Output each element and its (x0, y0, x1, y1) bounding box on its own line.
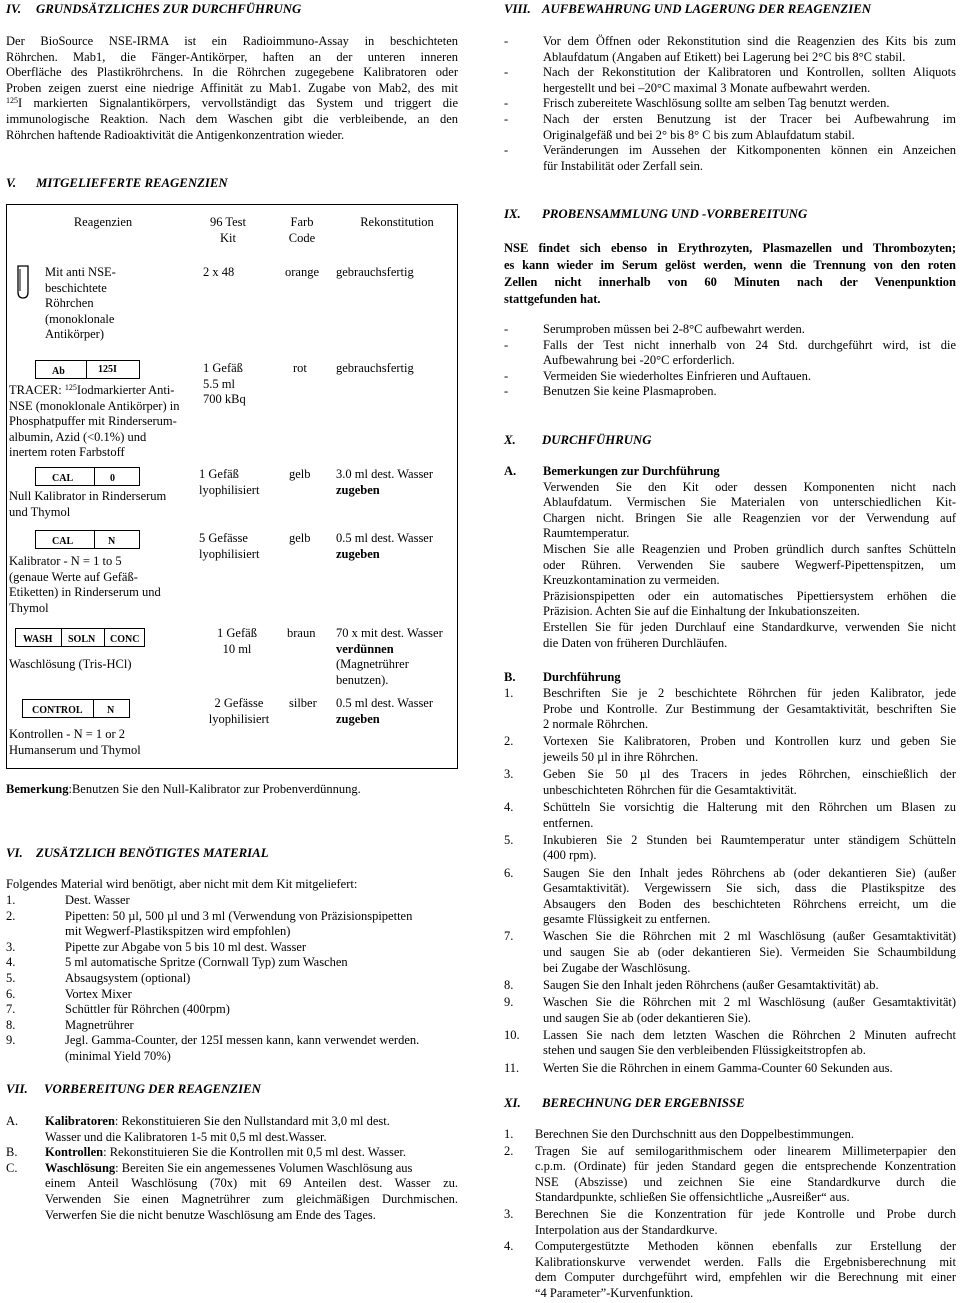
row-color: silber (289, 696, 317, 710)
subsection-a-heading (504, 464, 956, 480)
material-item (6, 1002, 458, 1018)
remark (6, 782, 458, 798)
list-marker: 5. (504, 832, 514, 847)
section-vi-heading (6, 846, 269, 862)
procedure-step (504, 929, 956, 976)
item-line: hergestellt und bei –20°C maximal 3 Monate aufbewahrt werden. (543, 80, 871, 95)
recon-line: zugeben (336, 546, 380, 561)
list-marker: 9. (504, 995, 514, 1010)
preparation-item (6, 1145, 458, 1161)
material-item (6, 940, 458, 956)
storage-item (504, 112, 956, 143)
calculation-item (504, 1127, 956, 1143)
reagents-table (6, 204, 458, 769)
section-title: MITGELIEFERTE REAGENZIEN (36, 176, 228, 190)
test-tube-icon (15, 265, 31, 304)
item-line: Lassen Sie nach dem letzten Waschen die Röhrchen 2 Minuten aufrecht (543, 1027, 956, 1042)
list-marker: - (504, 384, 509, 399)
row-description: Null Kalibrator in Rinderserum und Thymol (9, 489, 167, 519)
paragraph-line: oder Rühren. Verwenden Sie saubere Wegwerf-Pipettenspitzen, um (543, 557, 956, 572)
section-vi-intro: Folgendes Material wird benötigt, aber nicht mit dem Kit mitgeliefert: (6, 877, 358, 891)
row-reconstitution (336, 626, 443, 688)
row-color: gelb (289, 467, 311, 481)
label-box-control-n (22, 699, 130, 718)
item-line: Verwenden Sie einen Magnetrührer zum gleichmäßigen Durchmischen. (45, 1191, 458, 1206)
item-line: Berechnen Sie den Durchschnitt aus den Doppelbestimmungen. (535, 1127, 855, 1141)
list-marker: 5. (6, 970, 16, 985)
row-reconstitution (336, 467, 433, 498)
item-line: Gesamtaktivität). Vergewissern Sie sich, dass die Plastikspitze des (543, 881, 956, 896)
section-title: AUFBEWAHRUNG UND LAGERUNG DER REAGENZIEN (542, 2, 871, 16)
box-divider (94, 468, 95, 485)
section-number: VIII. (504, 2, 531, 16)
paragraph-line: immunologische Reaktion. Nach dem Waschen gibt die verbleibende, an den (6, 111, 458, 126)
preparation-item (6, 1161, 458, 1223)
section-number: XI. (504, 1096, 521, 1110)
item-line: Frisch zubereitete Waschlösung sollte am selben Tag benutzt werden. (543, 96, 890, 111)
item-line: Absaugers den Boden des beschichteten Röhrchens erreicht, um die (543, 896, 956, 911)
item-line: Schütteln Sie vorsichtig die Halterung mit den Röhrchen um Blasen zu (543, 799, 956, 814)
item-line: 5 ml automatische Spritze (Cornwall Typ) zum Waschen (65, 955, 348, 970)
paragraph-line: Röhrchen haftende Radioaktivität die Antigenkonzentration wieder. (6, 127, 345, 142)
item-line: Pipetten: 50 µl, 500 µl und 3 ml (Verwendung von Präzisionspipetten (65, 908, 413, 923)
section-vii-heading (6, 1082, 261, 1098)
list-marker: - (504, 322, 509, 336)
box-text: CAL (52, 536, 74, 547)
box-text: Ab (52, 366, 65, 377)
box-text: CONC (110, 634, 140, 645)
list-marker: - (504, 96, 509, 111)
item-line: Absaugsystem (optional) (65, 970, 191, 985)
item-line: entfernen. (543, 815, 594, 830)
list-marker: A. (6, 1114, 19, 1128)
item-line: Aufbewahrung bei -20°C erforderlich. (543, 353, 735, 368)
item-line: mit Wegwerf-Plastikspitzen wird empfohlen) (65, 924, 291, 939)
header-color-code: Farb Code (288, 215, 316, 245)
label-box-wash-soln-conc (15, 628, 145, 647)
material-item (6, 893, 458, 909)
list-marker: C. (6, 1160, 18, 1175)
calculation-item (504, 1144, 956, 1206)
paragraph-line: Mischen Sie alle Reagenzien und Proben gründlich durch sanftes Schütteln (543, 541, 956, 556)
item-line: und saugen Sie ab (oder dekantieren Sie). (543, 1010, 751, 1025)
item-line: Waschen Sie die Röhrchen mit 2 ml Waschlösung (außer Gesamtaktivität) (543, 995, 956, 1010)
item-line: unbeschichteten Röhrchen für die Gesamtaktivität. (543, 782, 797, 797)
paragraph-line: die Daten von früheren Durchläufen. (543, 635, 728, 650)
section-number: IV. (6, 2, 22, 16)
row-kit: 5 Gefässe lyophilisiert (199, 531, 260, 561)
sample-item (504, 384, 956, 400)
list-marker: - (504, 65, 509, 80)
procedure-step (504, 767, 956, 798)
row-kit: 1 Gefäß 10 ml (217, 626, 257, 656)
box-divider (93, 700, 94, 717)
section-ix-heading (504, 207, 808, 223)
item-line: Saugen Sie den Inhalt jedes Röhrchens ab (oder dekantieren Sie) (außer (543, 865, 956, 880)
preparation-list (6, 1114, 458, 1223)
material-item (6, 987, 458, 1003)
section-number: VII. (6, 1082, 28, 1096)
box-text: SOLN (68, 634, 96, 645)
procedure-step (504, 1061, 956, 1077)
row-kit: 1 Gefäß 5.5 ml 700 kBq (203, 361, 246, 407)
material-list (6, 893, 458, 1065)
row-kit: 1 Gefäß lyophilisiert (199, 467, 260, 497)
list-marker: 6. (504, 865, 514, 880)
paragraph-line: Chargen nicht. Bringen Sie alle Reagenzien vor der Verwendung auf (543, 510, 956, 525)
list-marker: 7. (504, 929, 514, 944)
list-marker: 1. (504, 686, 514, 700)
item-line: stehen und saugen Sie den verbleibenden Flüssigkeitstropfen ab. (543, 1043, 866, 1058)
paragraph-line: Präzisionspipetten oder ein automatisches Pipettiersystem erhöhen die (543, 588, 956, 603)
list-marker: 1. (504, 1127, 514, 1141)
list-marker: 6. (6, 986, 16, 1001)
list-marker: 2. (504, 1143, 514, 1158)
section-x-heading (504, 433, 652, 449)
section-number: VI. (6, 846, 23, 860)
item-bold-label: Kalibratoren (45, 1114, 115, 1128)
calculation-item (504, 1207, 956, 1238)
calculation-item (504, 1239, 956, 1301)
item-line: Nach der ersten Benutzung ist der Tracer bei Aufbewahrung im (543, 111, 956, 126)
row-description: Kontrollen - N = 1 or 2 Humanserum und Thymol (9, 727, 141, 757)
paragraph-line: Oberfläche des Plastikröhrchens. In die Röhrchen zugegebene Kalibratoren oder (6, 65, 458, 80)
storage-item (504, 65, 956, 96)
section-iv-paragraph (6, 34, 458, 143)
box-divider (94, 531, 95, 548)
row-reconstitution (336, 531, 433, 562)
procedure-step (504, 734, 956, 765)
paragraph-line: Raumtemperatur. (543, 526, 630, 541)
item-line: Vor dem Öffnen oder Rekonstitution sind die Reagenzien des Kits bis zum (543, 34, 956, 48)
row-description: Waschlösung (Tris-HCl) (9, 657, 132, 671)
label-box-ab-125i (35, 360, 140, 379)
material-item (6, 909, 458, 940)
storage-item (504, 143, 956, 174)
item-line: Computergestützte Methoden können ebenfalls zur Erstellung der (535, 1239, 956, 1254)
sample-item (504, 338, 956, 369)
procedure-step (504, 978, 956, 994)
recon-line: 0.5 ml dest. Wasser (336, 696, 434, 710)
row-description: Kalibrator - N = 1 to 5 (genaue Werte auf Gefäß- Etiketten) in Rinderserum und Thymol (9, 554, 161, 615)
section-ix-bold-paragraph (504, 240, 956, 308)
item-line: Originalgefäß und bei 2° bis 8° C bis zum Ablaufdatum stabil. (543, 127, 855, 142)
item-line: gesamte Flüssigkeit zu entfernen. (543, 912, 711, 927)
paragraph-line: Proben zeigen zuerst eine niedrige Affinität zu Mab1. Zugabe von Mab2, des mit (6, 80, 458, 95)
list-marker: 11. (504, 1060, 520, 1075)
list-marker: B. (6, 1145, 18, 1160)
paragraph-line: Ablaufdatum. Vermischen Sie Materialen von unterschiedlichen Kit- (543, 495, 956, 510)
box-text: CONTROL (32, 705, 83, 716)
item-line: für Instabilität oder Zerfall sein. (543, 158, 704, 173)
header-reagents: Reagenzien (73, 215, 133, 229)
section-title: PROBENSAMMLUNG UND -VORBEREITUNG (542, 207, 808, 221)
item-line: 2 normale Röhrchen. (543, 717, 649, 732)
subsection-a (504, 464, 956, 651)
section-title: DURCHFÜHRUNG (542, 433, 652, 447)
procedure-step (504, 833, 956, 864)
box-divider (104, 629, 105, 646)
label-box-cal-n (35, 530, 140, 549)
procedure-step (504, 866, 956, 928)
subsection-b (504, 670, 956, 686)
item-line: : Rekonstituieren Sie den Nullstandard mit 3,0 ml dest. (114, 1114, 390, 1128)
item-line: Magnetrührer (65, 1017, 134, 1032)
recon-line: verdünnen (336, 641, 394, 656)
row-description: Mit anti NSE- beschichtete Röhrchen (monoklonale Antikörper) (45, 265, 116, 342)
item-line: Berechnen Sie die Konzentration für jede Kontrolle und Probe durch (535, 1206, 956, 1221)
material-item (6, 1018, 458, 1034)
paragraph-line: Der BioSource NSE-IRMA ist ein Radioimmuno-Assay in beschichteten (6, 34, 458, 48)
row-reconstitution (336, 696, 433, 727)
list-marker: 10. (504, 1027, 520, 1042)
box-divider (86, 361, 87, 378)
section-number: V. (6, 176, 17, 190)
row-kit: 2 Gefässe lyophilisiert (208, 696, 270, 726)
list-marker: 3. (504, 1206, 514, 1221)
item-bold-label: Kontrollen (45, 1145, 104, 1160)
list-marker: - (504, 34, 509, 48)
paragraph-line: Röhrchen. Mab1, die Fänger-Antikörper, haften an der unteren inneren (6, 49, 458, 64)
item-line: Werten Sie die Röhrchen in einem Gamma-Counter 60 Sekunden aus. (543, 1060, 893, 1075)
list-marker: 1. (6, 893, 16, 907)
section-v-heading (6, 176, 228, 192)
item-line: Pipette zur Abgabe von 5 bis 10 ml dest. Wasser (65, 939, 307, 954)
item-line: : Rekonstituieren Sie die Kontrollen mit 0,5 ml dest. Wasser. (103, 1145, 407, 1160)
section-title: VORBEREITUNG DER REAGENZIEN (44, 1082, 261, 1096)
item-line: Verwerfen Sie die nicht benutze Waschlösung am Ende des Tages. (45, 1207, 376, 1222)
list-marker: - (504, 111, 509, 126)
subsection-letter: A. (504, 464, 517, 478)
row-color: braun (287, 626, 316, 640)
item-line: dem Computer durchgeführt wird, empfehlen wir die Berechnung mit einer (535, 1270, 956, 1285)
item-line: Veränderungen im Aussehen der Kitkomponenten können ein Anzeichen (543, 143, 956, 158)
box-text: N (107, 705, 115, 716)
storage-list (504, 34, 956, 174)
box-text: 125I (98, 364, 117, 375)
section-xi-heading (504, 1096, 745, 1112)
storage-item (504, 96, 956, 112)
superscript-125: 125 (64, 383, 77, 392)
item-line: : Bereiten Sie ein angemessenes Volumen Waschlösung aus (115, 1160, 413, 1175)
subsection-title: Bemerkungen zur Durchführung (543, 464, 720, 478)
label-box-cal-0 (35, 467, 140, 486)
item-line: Vermeiden Sie wiederholtes Einfrieren und Auftauen. (543, 368, 811, 383)
procedure-step (504, 1028, 956, 1059)
item-line: Ablaufdatum (Angaben auf Etikett) bei Lagerung bei 2°C bis 8°C stabil. (543, 49, 906, 64)
superscript-125: 125 (6, 96, 18, 106)
recon-line: 3.0 ml dest. Wasser (336, 467, 434, 481)
item-line: Benutzen Sie keine Plasmaproben. (543, 384, 717, 399)
sample-item (504, 322, 956, 338)
subsection-b-heading (504, 670, 956, 686)
remark-label: Bemerkung (6, 782, 69, 796)
item-line: Dest. Wasser (65, 893, 130, 907)
row-color: gelb (289, 531, 311, 545)
item-line: Tragen Sie auf semilogarithmischem oder linearem Millimeterpapier den (535, 1143, 956, 1158)
box-divider (61, 629, 62, 646)
section-title: ZUSÄTZLICH BENÖTIGTES MATERIAL (36, 846, 269, 860)
list-marker: - (504, 143, 509, 158)
item-line: Vortex Mixer (65, 986, 132, 1001)
procedure-step (504, 686, 956, 733)
item-line: Saugen Sie den Inhalt jeden Röhrchens (außer Gesamtaktivität) ab. (543, 977, 879, 992)
row-color: orange (285, 265, 320, 279)
paragraph-line: I markierten Signalantikörpers, vervollständigt das System und triggert die (18, 96, 458, 111)
item-line: Probe und Kontrolle. Zur Bestimmung der Gesamtaktivität, beschriften Sie (543, 701, 956, 716)
paragraph-line: Verwenden Sie den Kit oder dessen Komponenten nicht nach (543, 479, 956, 494)
list-marker: - (504, 337, 509, 352)
item-line: Falls der Test nicht innerhalb von 24 Std. durchgeführt wird, ist die (543, 337, 956, 352)
remark-text: :Benutzen Sie den Null-Kalibrator zur Probenverdünnung. (68, 782, 361, 796)
box-text: N (108, 536, 116, 547)
item-line: Schüttler für Röhrchen (400rpm) (65, 1002, 230, 1017)
storage-item (504, 34, 956, 65)
material-item (6, 1033, 458, 1064)
item-line: Vortexen Sie Kalibratoren, Proben und Kontrollen kurz und geben Sie (543, 734, 956, 749)
section-title: BERECHNUNG DER ERGEBNISSE (542, 1096, 745, 1110)
item-line: und saugen Sie ab (oder dekantieren Sie). Vermeiden Sie Schaumbildung (543, 945, 956, 960)
paragraph-line: Präzision. Achten Sie auf die Einhaltung der Inkubationszeiten. (543, 604, 860, 619)
item-line: Wasser und die Kalibratoren 1-5 mit 0,5 ml dest.Wasser. (45, 1129, 327, 1144)
row-kit: 2 x 48 (203, 265, 235, 279)
item-bold-label: Waschlösung (45, 1160, 116, 1175)
item-line: Jegl. Gamma-Counter, der 125I messen kann, kann verwendet werden. (65, 1033, 420, 1048)
material-item (6, 971, 458, 987)
paragraph-line: Erstellen Sie für jeden Durchlauf eine Standardkurve, verwenden Sie nicht (543, 619, 956, 634)
item-line: Serumproben müssen bei 2-8°C aufbewahrt werden. (543, 322, 805, 336)
list-marker: 3. (6, 939, 16, 954)
material-item (6, 955, 458, 971)
item-line: einem Anteil Waschlösung (70x) mit 69 Anteilen dest. Wasser zu. (45, 1176, 458, 1191)
paragraph-line: Kreuzkontamination zu vermeiden. (543, 573, 720, 588)
list-marker: 4. (6, 955, 16, 970)
recon-line: zugeben (336, 482, 380, 497)
procedure-step (504, 995, 956, 1026)
recon-line: 70 x mit dest. Wasser (336, 626, 443, 640)
item-line: Waschen Sie die Röhrchen mit 2 ml Waschlösung (außer Gesamtaktivität) (543, 929, 956, 944)
item-line: jeweils 50 µl in ihre Röhrchen. (543, 749, 699, 764)
box-text: CAL (52, 473, 74, 484)
row-description (9, 383, 189, 461)
box-text: WASH (23, 634, 53, 645)
paragraph-line: NSE findet sich ebenso in Erythrozyten, Plasmazellen und Thrombozyten; (504, 241, 956, 255)
list-marker: - (504, 368, 509, 383)
item-line: Inkubieren Sie 2 Stunden bei Raumtemperatur unter ständigem Schütteln (543, 832, 956, 847)
subsection-title: Durchführung (543, 670, 621, 684)
list-marker: 2. (504, 734, 514, 749)
list-marker: 8. (6, 1017, 16, 1032)
subsection-a-body (543, 480, 956, 652)
desc-text: Iodmarkierter Anti- NSE (monoklonale Antikörper) in Phosphatpuffer mit Rinderserum- albumin, Azid (<0.1%) und inertem roten Farbstoff (9, 383, 180, 460)
subsection-letter: B. (504, 670, 516, 684)
section-viii-heading (504, 2, 871, 18)
recon-line: 0.5 ml dest. Wasser (336, 531, 434, 545)
list-marker: 7. (6, 1002, 16, 1017)
list-marker: 8. (504, 977, 514, 992)
procedure-steps (504, 686, 956, 1078)
header-kit: 96 Test Kit (209, 215, 247, 245)
list-marker: 4. (504, 799, 514, 814)
item-line: bei Zugabe der Waschlösung. (543, 960, 691, 975)
calculation-list (504, 1127, 956, 1303)
list-marker: 4. (504, 1239, 514, 1254)
box-text: 0 (110, 473, 115, 484)
section-number: IX. (504, 207, 521, 221)
item-line: c.p.m. (Ordinate) für jeden Standard gegen die entsprechende Konzentration (535, 1159, 956, 1174)
list-marker: 2. (6, 908, 16, 923)
header-reconstitution: Rekonstitution (360, 215, 434, 229)
item-line: Kalibrationskurve verwendet werden. Falls die Ergebnisberechnung mit (535, 1254, 956, 1269)
item-line: Nach der Rekonstitution der Kalibratoren und Kontrollen, sollten Aliquots (543, 65, 956, 80)
row-color: rot (293, 361, 307, 375)
paragraph-line: es kann wieder im Serum gelöst werden, wenn die Trennung von den roten (504, 258, 956, 272)
sample-item (504, 369, 956, 385)
item-line: Standardpunkte, schließen Sie offensichtliche „Ausreißer“ aus. (535, 1190, 850, 1205)
procedure-step (504, 800, 956, 831)
item-line: (400 rpm). (543, 848, 597, 863)
recon-line: zugeben (336, 711, 380, 726)
section-number: X. (504, 433, 516, 447)
row-reconstitution: gebrauchsfertig (336, 361, 414, 375)
item-line: Beschriften Sie je 2 beschichtete Röhrchen für jeden Kalibrator, jede (543, 686, 956, 700)
list-marker: 3. (504, 767, 514, 782)
recon-line: benutzen). (336, 672, 389, 687)
desc-prefix: TRACER: (9, 383, 65, 397)
paragraph-line-with-sup (6, 96, 458, 112)
item-line: Geben Sie 50 µl des Tracers in jedes Röhrchen, einschießlich der (543, 767, 956, 782)
paragraph-line: Zellen nicht innerhalb von 60 Minuten nach der Venenpunktion (504, 275, 956, 289)
item-line: NSE (Abszisse) und zeichnen Sie eine Standardkurve durch die (535, 1174, 956, 1189)
item-line: (minimal Yield 70%) (65, 1048, 171, 1063)
preparation-item (6, 1114, 458, 1145)
item-line: “4 Parameter”-Kurvenfunktion. (535, 1285, 694, 1300)
row-reconstitution: gebrauchsfertig (336, 265, 414, 279)
item-line: Interpolation aus der Standardkurve. (535, 1222, 718, 1237)
sample-list (504, 322, 956, 400)
section-title: GRUNDSÄTZLICHES ZUR DURCHFÜHRUNG (36, 2, 302, 16)
recon-line: (Magnetrührer (336, 657, 409, 672)
paragraph-line: stattgefunden hat. (504, 292, 601, 306)
section-iv-heading (6, 2, 302, 18)
list-marker: 9. (6, 1033, 16, 1048)
